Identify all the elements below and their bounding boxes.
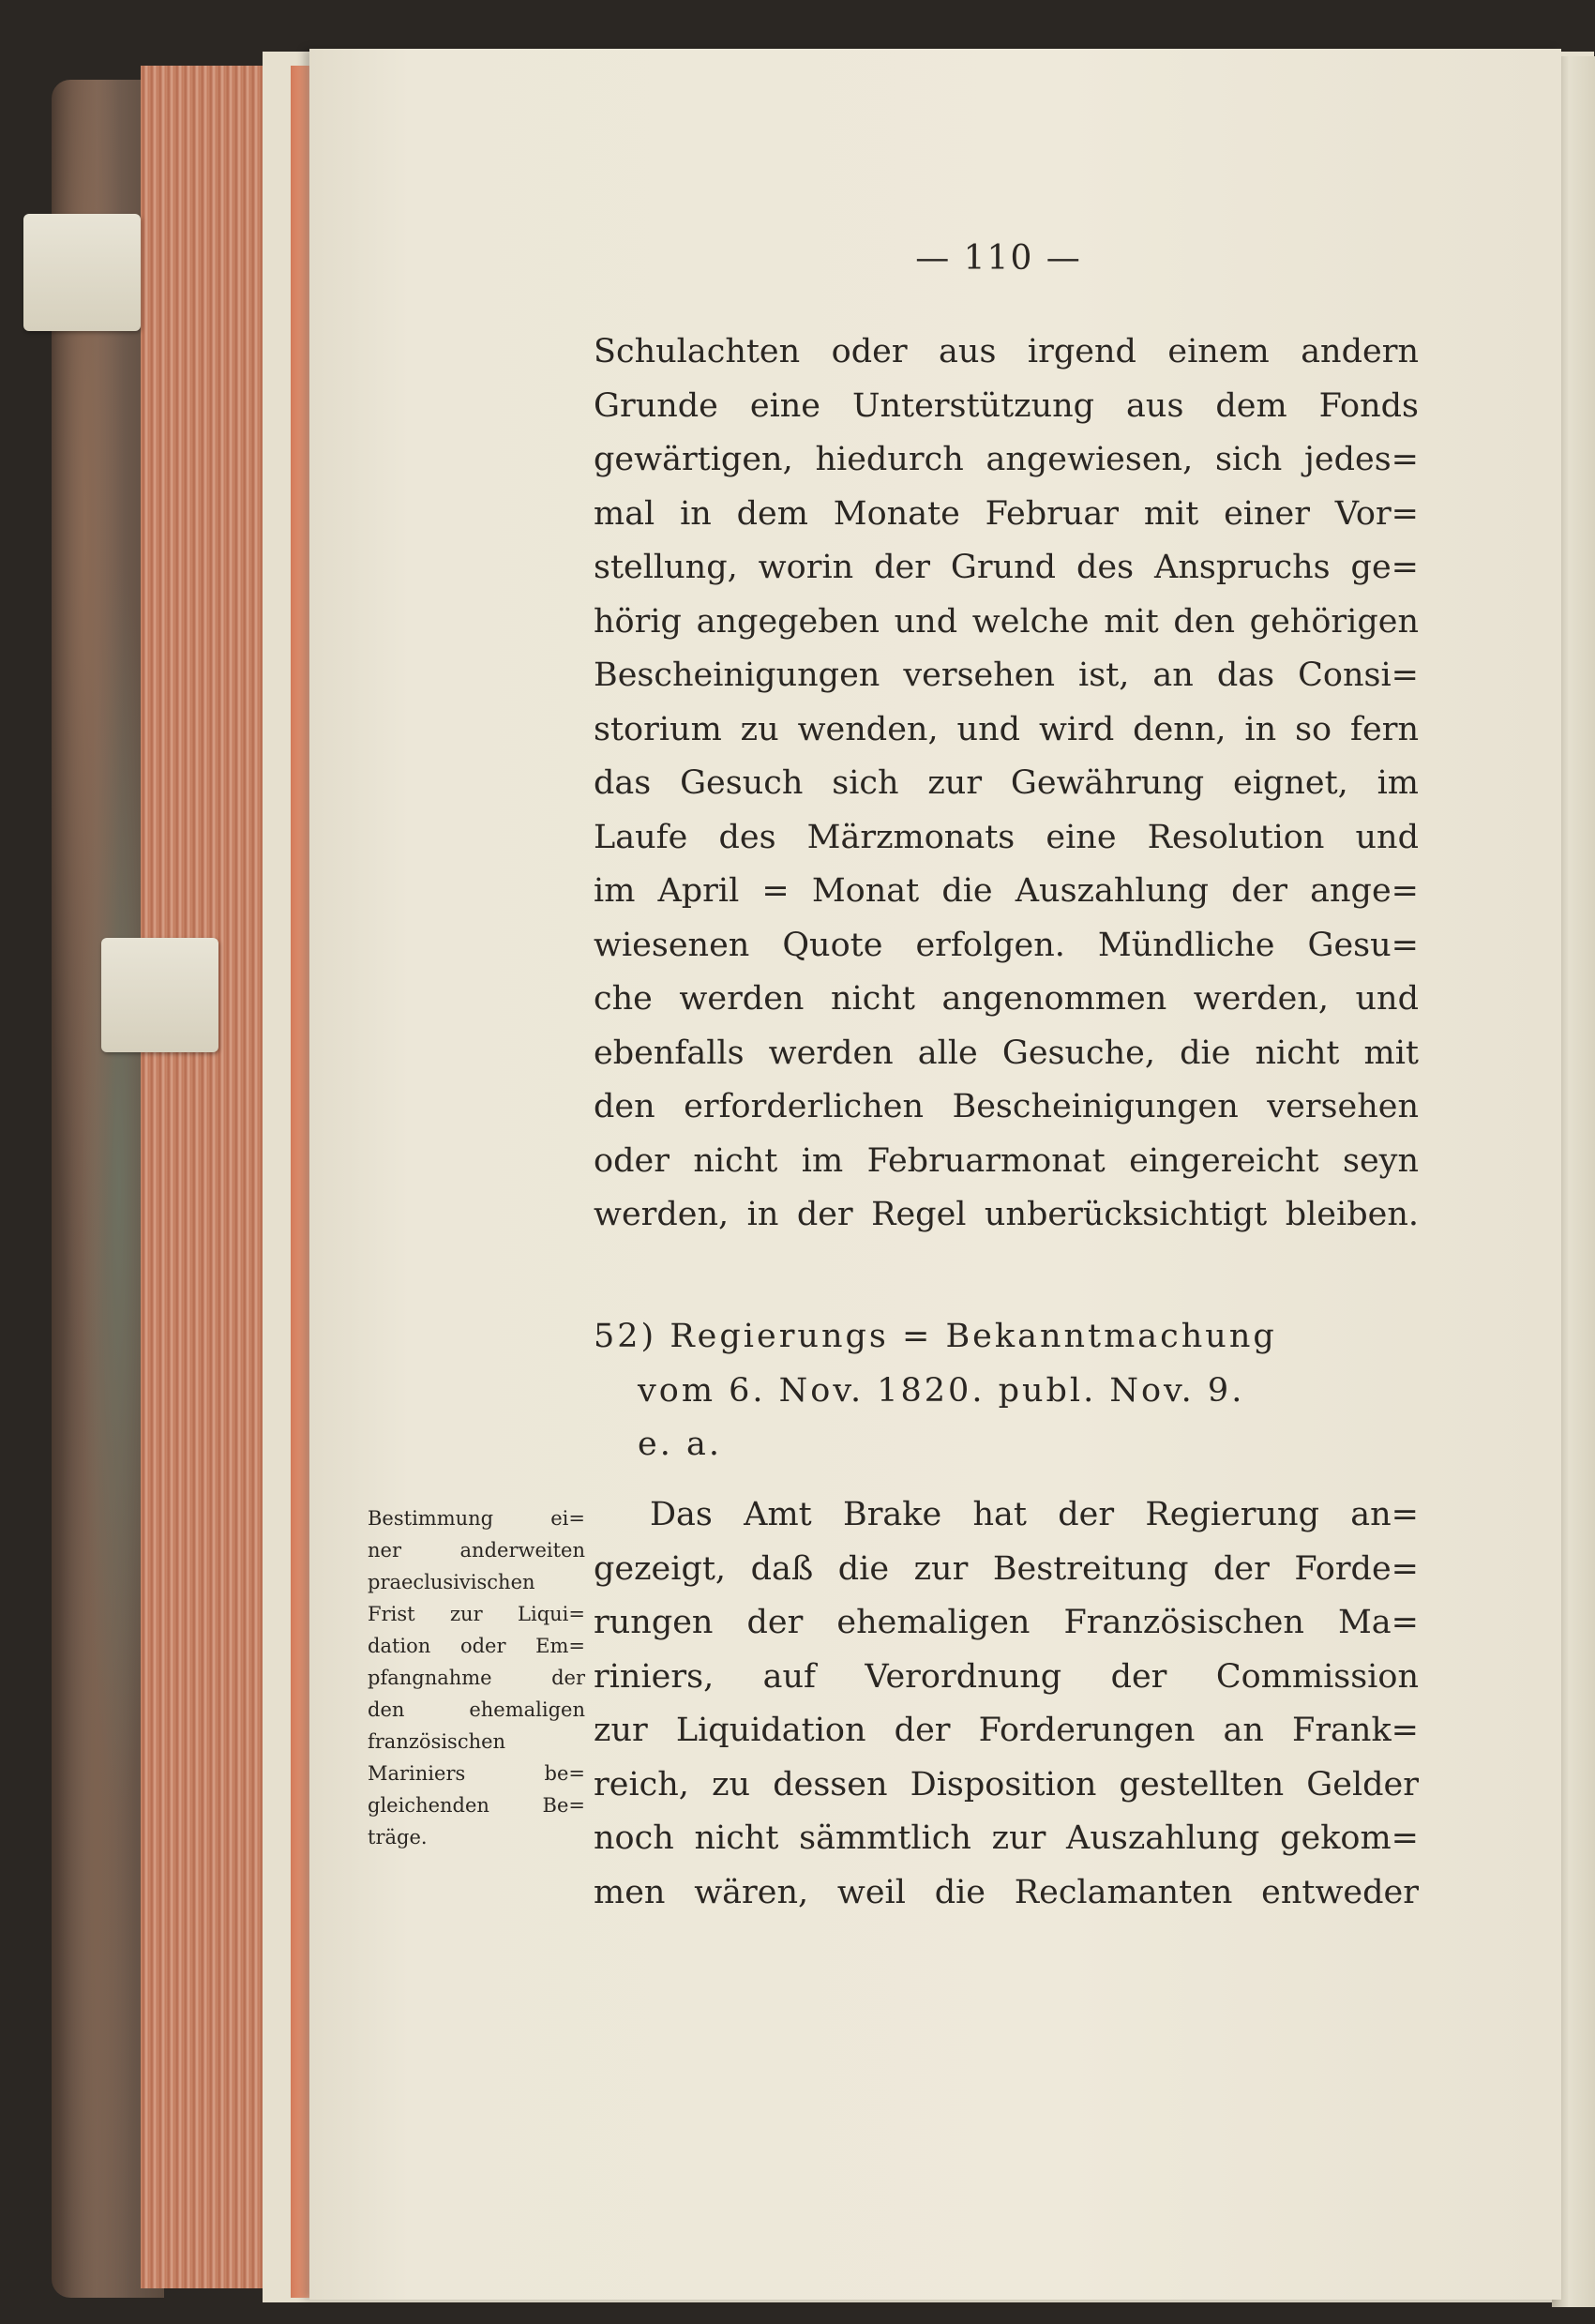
margin-note-line: Mariniers be= bbox=[368, 1762, 585, 1785]
margin-note-line: träge. bbox=[368, 1826, 428, 1849]
body-line: stellung, worin der Grund des Anspruchs ge= bbox=[594, 549, 1419, 586]
body-line: Das Amt Brake hat der Regierung an= bbox=[650, 1496, 1419, 1533]
margin-note-line: gleichenden Be= bbox=[368, 1794, 585, 1817]
body-line: riniers, auf Verordnung der Commission bbox=[594, 1658, 1419, 1696]
margin-note-line: französischen bbox=[368, 1730, 506, 1753]
body-line: zur Liquidation der Forderungen an Frank= bbox=[594, 1712, 1419, 1749]
body-line: den erforderlichen Bescheinigungen versehen bbox=[594, 1088, 1419, 1125]
body-line: im April = Monat die Auszahlung der ange= bbox=[594, 872, 1419, 910]
margin-note-line: Frist zur Liqui= bbox=[368, 1603, 585, 1625]
section-heading: 52) Regierungs = Bekanntmachung bbox=[594, 1318, 1277, 1355]
section-heading: e. a. bbox=[638, 1426, 722, 1463]
body-line: rungen der ehemaligen Französischen Ma= bbox=[594, 1604, 1419, 1641]
margin-note-line: dation oder Em= bbox=[368, 1635, 585, 1657]
body-line: wiesenen Quote erfolgen. Mündliche Gesu= bbox=[594, 927, 1419, 964]
page-block-edges bbox=[141, 66, 281, 2288]
body-line: werden, in der Regel unberücksichtigt bleiben. bbox=[594, 1196, 1419, 1233]
body-line: noch nicht sämmtlich zur Auszahlung gekom= bbox=[594, 1819, 1419, 1857]
body-line: che werden nicht angenommen werden, und bbox=[594, 980, 1419, 1018]
page-number: — 110 — bbox=[915, 239, 1082, 278]
margin-note-line: den ehemaligen bbox=[368, 1698, 585, 1721]
bookmark-tab-top bbox=[23, 214, 141, 331]
body-line: Grunde eine Unterstützung aus dem Fonds bbox=[594, 387, 1419, 425]
body-line: mal in dem Monate Februar mit einer Vor= bbox=[594, 495, 1419, 533]
body-line: gewärtigen, hiedurch angewiesen, sich jedes= bbox=[594, 441, 1419, 478]
margin-note-line: ner anderweiten bbox=[368, 1539, 585, 1562]
body-line: men wären, weil die Reclamanten entweder bbox=[594, 1874, 1419, 1911]
section-heading: vom 6. Nov. 1820. publ. Nov. 9. bbox=[638, 1372, 1245, 1410]
margin-note-line: pfangnahme der bbox=[368, 1667, 585, 1689]
margin-note-line: praeclusivischen bbox=[368, 1571, 535, 1593]
margin-note-line: Bestimmung ei= bbox=[368, 1507, 585, 1530]
body-line: Bescheinigungen versehen ist, an das Consi= bbox=[594, 656, 1419, 694]
body-line: Schulachten oder aus irgend einem andern bbox=[594, 333, 1419, 370]
body-line: reich, zu dessen Disposition gestellten Gelder bbox=[594, 1766, 1419, 1803]
body-line: hörig angegeben und welche mit den gehörigen bbox=[594, 603, 1419, 641]
body-line: gezeigt, daß die zur Bestreitung der Forde= bbox=[594, 1550, 1419, 1588]
body-line: storium zu wenden, und wird denn, in so fern bbox=[594, 711, 1419, 748]
body-line: ebenfalls werden alle Gesuche, die nicht mit bbox=[594, 1034, 1419, 1072]
body-line: Laufe des Märzmonats eine Resolution und bbox=[594, 819, 1419, 856]
body-line: das Gesuch sich zur Gewährung eignet, im bbox=[594, 764, 1419, 802]
body-line: oder nicht im Februarmonat eingereicht seyn bbox=[594, 1142, 1419, 1180]
bookmark-tab-middle bbox=[101, 938, 218, 1052]
